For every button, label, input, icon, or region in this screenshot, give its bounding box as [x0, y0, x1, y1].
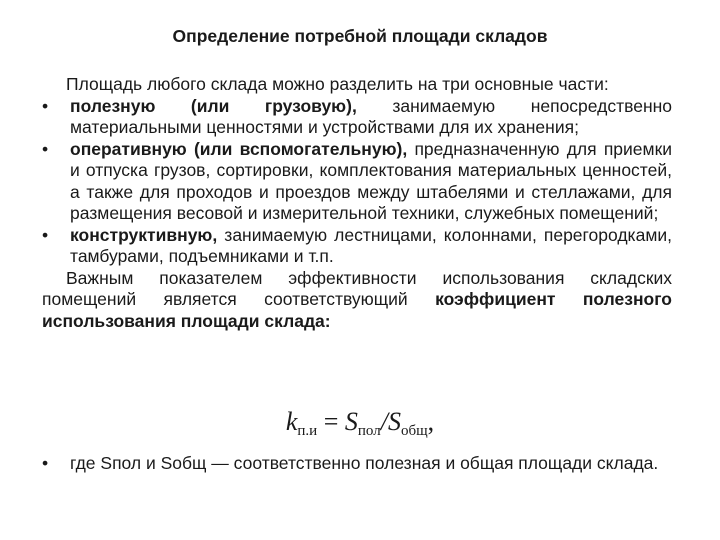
conclusion-text: Важным показателем эффективности использования складских помещений является соответствующий	[42, 267, 672, 309]
formula-s-useful-subscript: пол	[357, 423, 381, 439]
bullet-icon: •	[42, 453, 49, 473]
item-description: предназначенную для приемки и отпуска грузов, сортировки, комплектования материальных ценностей, а также для проходов и проездов между штабелями и стеллажами, для размещения весовой и измерительной техники, служебных помещений;	[70, 138, 672, 223]
formula-k-subscript: п.и	[297, 423, 318, 439]
note-text: где Sпол и Sобщ — соответственно полезная и общая площади склада.	[70, 453, 659, 473]
item-description: занимаемую лестницами, колоннами, перегородками, тамбурами, подъемниками и т.п.	[70, 224, 672, 266]
conclusion-paragraph	[42, 268, 672, 333]
list-item	[42, 225, 672, 268]
bullet-list	[42, 96, 672, 268]
formula-k: k	[285, 407, 298, 436]
formula-slash: /	[380, 407, 388, 436]
formula-comma: ,	[427, 407, 435, 436]
formula	[0, 407, 720, 440]
bullet-icon: •	[42, 224, 49, 245]
item-description: занимаемую непосредственно материальными ценностями и устройствами для их хранения;	[70, 95, 673, 137]
slide-title: Определение потребной площади складов	[172, 26, 548, 46]
formula-equals: =	[317, 407, 345, 436]
bullet-icon: •	[42, 138, 49, 159]
intro-paragraph: Площадь любого склада можно разделить на три основные части:	[66, 74, 609, 94]
item-term: полезную (или грузовую),	[70, 95, 357, 116]
formula-s-total: S	[387, 407, 401, 436]
formula-s-total-subscript: общ	[400, 423, 428, 439]
item-term: оперативную (или вспомогательную),	[70, 138, 408, 159]
item-term: конструктивную,	[70, 224, 218, 245]
note	[42, 453, 672, 475]
conclusion-term: коэффициент полезного использования площади склада:	[42, 289, 672, 331]
list-item	[42, 96, 672, 139]
bullet-icon: •	[42, 95, 49, 116]
slide-body	[42, 74, 672, 332]
note-item	[42, 453, 672, 475]
list-item	[42, 139, 672, 225]
formula-s-useful: S	[344, 407, 358, 436]
